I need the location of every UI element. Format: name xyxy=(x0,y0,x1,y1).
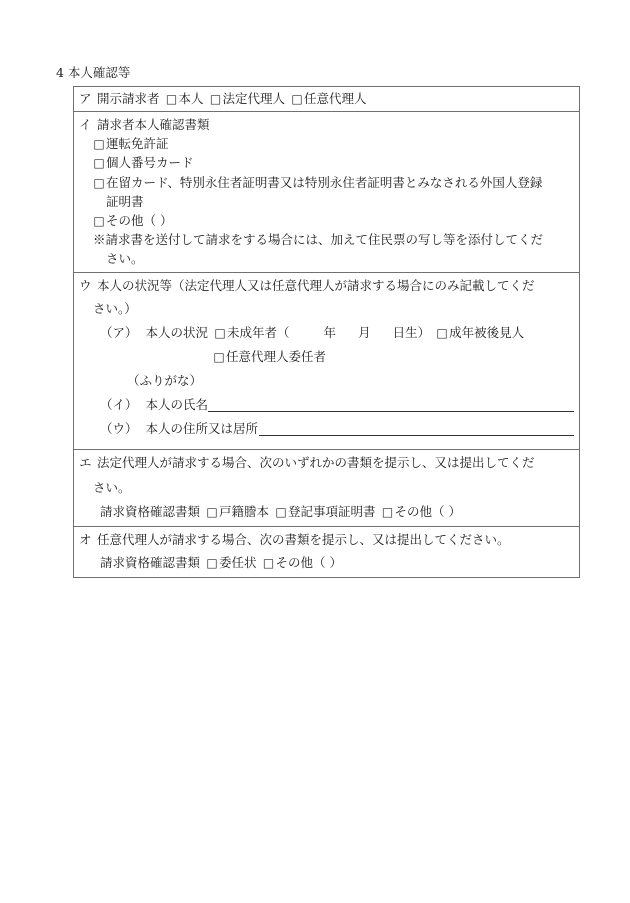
option-delegator-label: 任意代理人委任者 xyxy=(226,349,327,364)
option-voluntary-agent-other-label: その他（ ） xyxy=(275,555,343,570)
principal-address-field[interactable] xyxy=(259,435,574,436)
row-marker: イ xyxy=(79,117,92,132)
birth-day-label: 日生） xyxy=(392,325,431,340)
birth-year-label: 年 xyxy=(323,325,337,340)
option-legal-rep-other-label: その他（ ） xyxy=(394,504,462,519)
voluntary-agent-docs-label: 請求資格確認書類 xyxy=(100,555,201,570)
section-heading: 4 本人確認等 xyxy=(56,65,131,80)
row-legal-representative-docs xyxy=(74,449,579,526)
address-label: 本人の住所又は居所 xyxy=(145,421,259,436)
row-requester-type xyxy=(74,87,579,111)
option-residence-card-label: 在留カード、特別永住者証明書又は特別永住者証明書とみなされる外国人登録 xyxy=(106,175,543,190)
checkbox-family-register[interactable]: □ xyxy=(206,505,218,519)
checkbox-self[interactable]: □ xyxy=(165,92,178,106)
checkbox-minor[interactable]: □ xyxy=(214,326,226,340)
checkbox-voluntary-agent[interactable]: □ xyxy=(291,92,303,106)
status-prefix: （ア） xyxy=(100,325,138,340)
checkbox-my-number-card[interactable]: □ xyxy=(93,156,105,170)
checkbox-power-of-attorney[interactable]: □ xyxy=(206,556,218,570)
legal-rep-docs-instruction-cont: さい。 xyxy=(93,480,131,495)
voluntary-agent-docs-instruction: 任意代理人が請求する場合、次の書類を提示し、又は提出してください。 xyxy=(97,532,510,547)
option-family-register-label: 戸籍謄本 xyxy=(219,504,270,519)
checkbox-voluntary-agent-other[interactable]: □ xyxy=(262,556,275,570)
checkbox-registry-certificate[interactable]: □ xyxy=(275,505,287,519)
option-other-id-label: その他（ ） xyxy=(106,213,173,228)
requester-label: 開示請求者 xyxy=(97,91,160,106)
row-marker: エ xyxy=(79,455,92,470)
row-id-documents xyxy=(74,111,579,272)
row-marker: ア xyxy=(79,91,92,106)
checkbox-adult-guardian[interactable]: □ xyxy=(436,326,448,340)
identity-verification-table xyxy=(73,86,580,578)
option-registry-certificate-label: 登記事項証明書 xyxy=(288,504,376,519)
address-prefix: （ウ） xyxy=(100,421,138,436)
principal-status-label: 本人の状況等（法定代理人又は任意代理人が請求する場合にのみ記載してくだ xyxy=(97,278,535,293)
checkbox-drivers-license[interactable]: □ xyxy=(93,137,105,151)
principal-status-label-cont: さい。） xyxy=(93,301,137,316)
checkbox-residence-card[interactable]: □ xyxy=(93,176,105,190)
checkbox-legal-representative[interactable]: □ xyxy=(209,92,222,106)
option-adult-guardian-label: 成年被後見人 xyxy=(449,325,525,340)
option-self-label: 本人 xyxy=(178,91,204,106)
row-principal-status xyxy=(74,272,579,449)
legal-rep-docs-instruction: 法定代理人が請求する場合、次のいずれかの書類を提示し、又は提出してくだ xyxy=(97,455,535,470)
checkbox-legal-rep-other[interactable]: □ xyxy=(381,505,394,519)
principal-name-field[interactable] xyxy=(208,411,574,412)
option-voluntary-agent-label: 任意代理人 xyxy=(304,91,367,106)
option-residence-card-label-cont: 証明書 xyxy=(106,194,144,209)
option-legal-representative-label: 法定代理人 xyxy=(222,91,286,106)
name-label: 本人の氏名 xyxy=(145,397,209,412)
id-documents-label: 請求者本人確認書類 xyxy=(97,117,210,132)
option-my-number-card-label: 個人番号カード xyxy=(106,155,194,170)
name-prefix: （イ） xyxy=(100,397,138,412)
checkbox-delegator[interactable]: □ xyxy=(213,350,225,364)
checkbox-other-id[interactable]: □ xyxy=(93,214,105,228)
mail-request-note-cont: さい。 xyxy=(106,251,144,266)
row-marker: ウ xyxy=(79,278,92,293)
furigana-label: （ふりがな） xyxy=(127,373,203,388)
birth-month-label: 月 xyxy=(358,325,371,340)
option-drivers-license-label: 運転免許証 xyxy=(106,136,169,151)
option-minor-label: 未成年者（ xyxy=(227,325,290,340)
row-marker: オ xyxy=(79,532,92,547)
mail-request-note: ※請求書を送付して請求をする場合には、加えて住民票の写し等を添付してくだ xyxy=(93,232,544,247)
row-voluntary-agent-docs xyxy=(74,526,579,577)
status-label: 本人の状況 xyxy=(145,325,209,340)
option-power-of-attorney-label: 委任状 xyxy=(219,555,257,570)
legal-rep-docs-label: 請求資格確認書類 xyxy=(100,504,201,519)
